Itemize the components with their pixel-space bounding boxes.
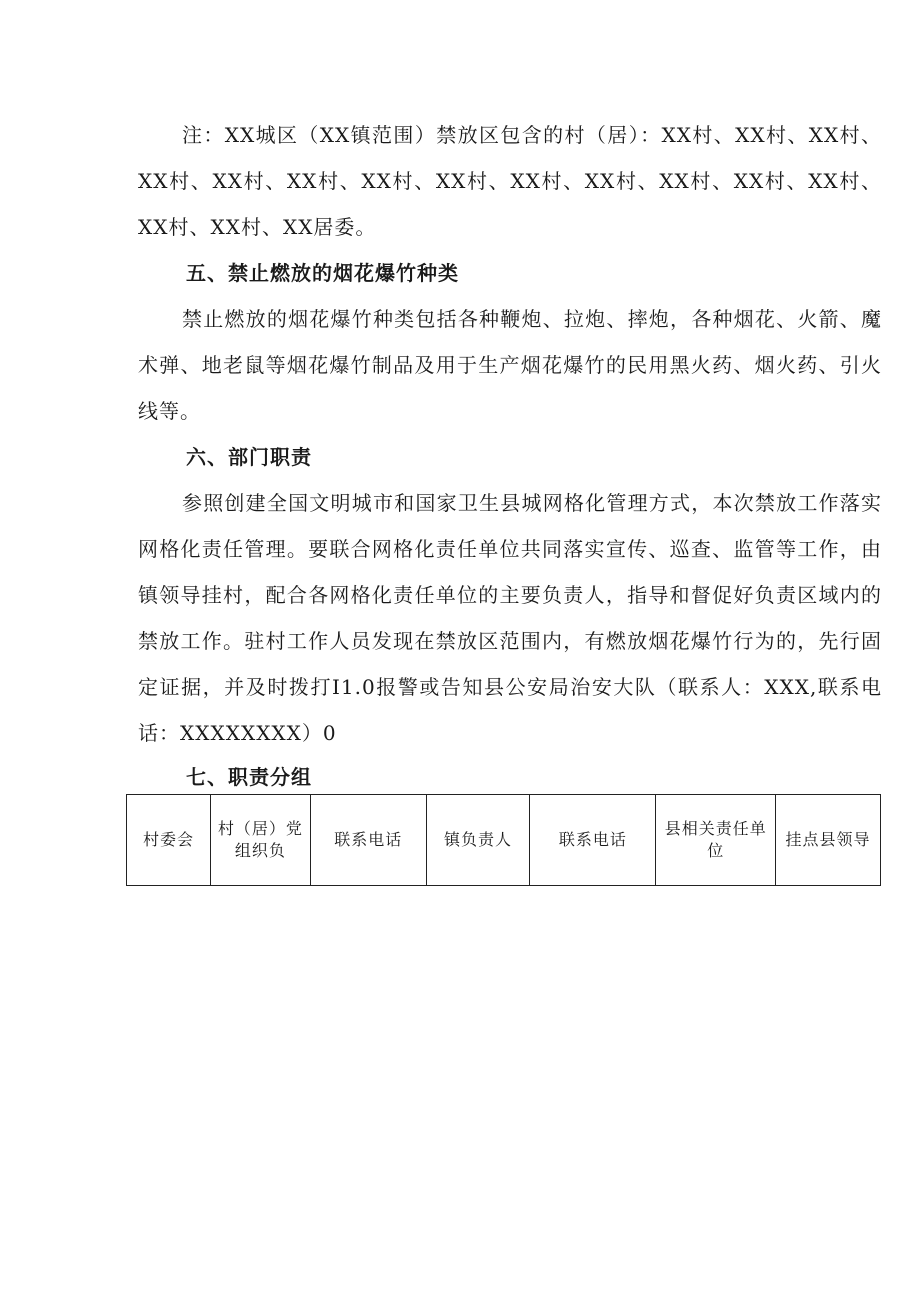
section-5-body: 禁止燃放的烟花爆竹种类包括各种鞭炮、拉炮、摔炮，各种烟花、火箭、魔术弹、地老鼠等烟花爆竹制品及用于生产烟花爆竹的民用黑火药、烟火药、引火线等。 (138, 307, 882, 423)
section-6-body: 参照创建全国文明城市和国家卫生县城网格化管理方式，本次禁放工作落实网格化责任管理。要联合网格化责任单位共同落实宣传、巡查、监管等工作，由镇领导挂村，配合各网格化责任单位的主要负责人，指导和督促好负责区域内的禁放工作。驻村工作人员发现在禁放区范围内，有燃放烟花爆竹行为的，先行固定证据，并及时拨打I1.0报警或告知县公安局治安大队（联系人：XXX,联系电话：XXXXXXXX）0 (138, 491, 882, 745)
header-county-leader: 挂点县领导 (776, 795, 881, 886)
duty-group-table (126, 794, 881, 886)
header-phone-1: 联系电话 (310, 795, 426, 886)
header-town-leader: 镇负责人 (426, 795, 530, 886)
header-village-committee: 村委会 (127, 795, 211, 886)
header-county-unit: 县相关责任单位 (656, 795, 776, 886)
document-page (138, 112, 882, 860)
table-header-row (127, 795, 881, 886)
header-party-leader: 村（居）党组织负 (210, 795, 310, 886)
section-5-heading: 五、禁止燃放的烟花爆竹种类 (186, 261, 459, 285)
section-7-heading: 七、职责分组 (186, 765, 312, 789)
note-paragraph: 注：XX城区（XX镇范围）禁放区包含的村（居）：XX村、XX村、XX村、XX村、XX村、XX村、XX村、XX村、XX村、XX村、XX村、XX村、XX村、XX村、XX村、XX居委。 (138, 123, 882, 239)
header-phone-2: 联系电话 (530, 795, 656, 886)
section-6-heading: 六、部门职责 (186, 445, 312, 469)
